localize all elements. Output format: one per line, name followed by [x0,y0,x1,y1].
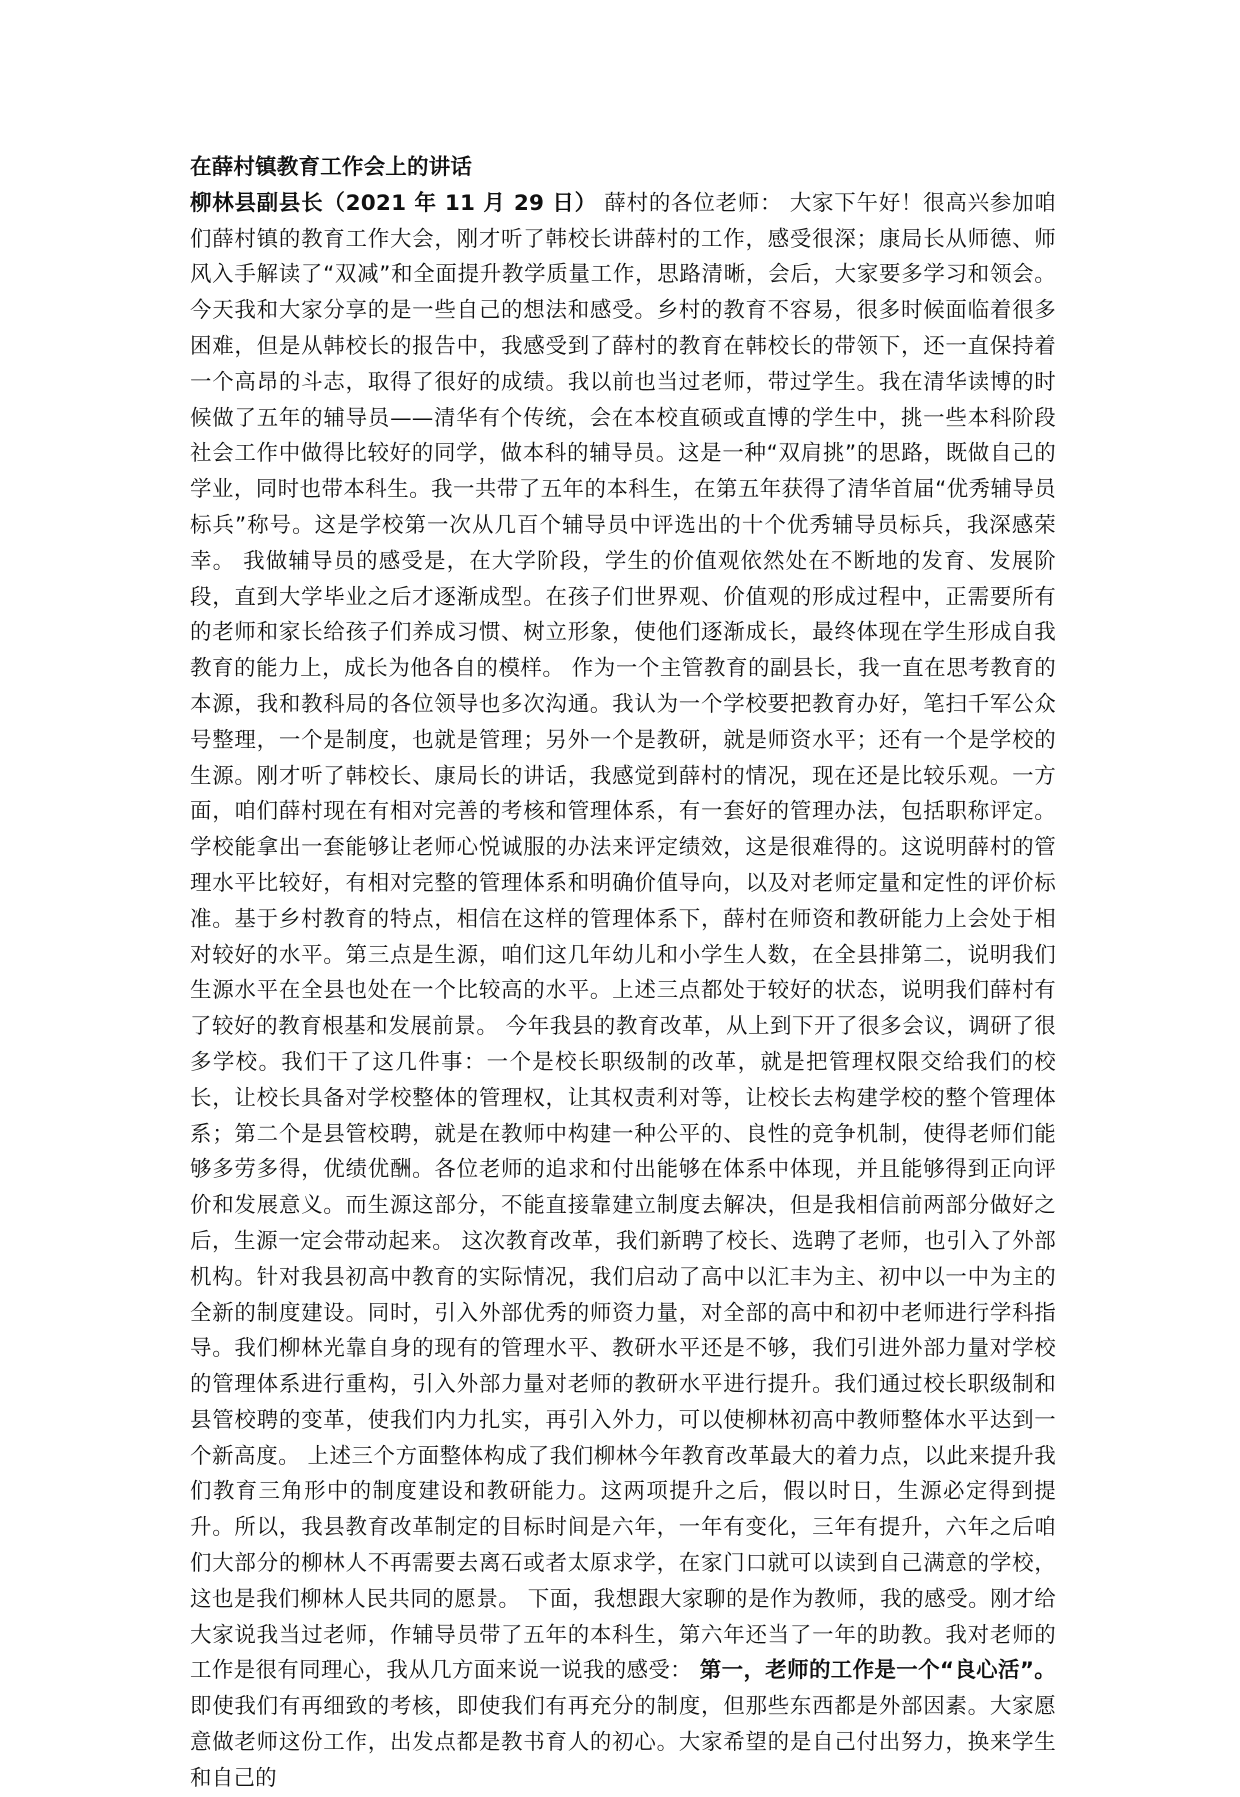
speech-paragraph [190,186,1056,1797]
document-title: 在薛村镇教育工作会上的讲话 [190,155,473,180]
document-body [190,150,1056,1797]
point-one-heading: 第一，老师的工作是一个“良心活”。 [692,1658,1056,1684]
speaker-line: 柳林县副县长（2021 年 11 月 29 日） [190,190,597,216]
speech-text-part-1: 薛村的各位老师： 大家下午好！很高兴参加咱们薛村镇的教育工作大会，刚才听了韩校长讲薛村的工作，感受很深；康局长从师德、师风入手解读了“双减”和全面提升教学质量工作，思路清晰，会后，大家要多学习和领会。 今天我和大家分享的是一些自己的想法和感受。乡村的教育不容易，很多时候面临着很多困难，但是从韩校长的报告中，我感受到了薛村的教育在韩校长的带领下，还一直保持着一个高昂的斗志，取得了很好的成绩。我以前也当过老师，带过学生。我在清华读博的时候做了五年的辅导员——清华有个传统，会在本校直硕或直博的学生中，挑一些本科阶段社会工作中做得比较好的同学，做本科的辅导员。这是一种“双肩挑”的思路，既做自己的学业，同时也带本科生。我一共带了五年的本科生，在第五年获得了清华首届“优秀辅导员标兵”称号。这是学校第一次从几百个辅导员中评选出的十个优秀辅导员标兵，我深感荣幸。 我做辅导员的感受是，在大学阶段，学生的价值观依然处在不断地的发育、发展阶段，直到大学毕业之后才逐渐成型。在孩子们世界观、价值观的形成过程中，正需要所有的老师和家长给孩子们养成习惯、树立形象，使他们逐渐成长，最终体现在学生形成自我教育的能力上，成长为他各自的模样。 作为一个主管教育的副县长，我一直在思考教育的本源，我和教科局的各位领导也多次沟通。我认为一个学校要把教育办好，笔扫千军公众号整理，一个是制度，也就是管理；另外一个是教研，就是师资水平；还有一个是学校的生源。刚才听了韩校长、康局长的讲话，我感觉到薛村的情况，现在还是比较乐观。一方面，咱们薛村现在有相对完善的考核和管理体系，有一套好的管理办法，包括职称评定。学校能拿出一套能够让老师心悦诚服的办法来评定绩效，这是很难得的。这说明薛村的管理水平比较好，有相对完整的管理体系和明确价值导向，以及对老师定量和定性的评价标准。基于乡村教育的特点，相信在这样的管理体系下，薛村在师资和教研能力上会处于相对较好的水平。第三点是生源，咱们这几年幼儿和小学生人数，在全县排第二，说明我们生源水平在全县也处在一个比较高的水平。上述三点都处于较好的状态，说明我们薛村有了较好的教育根基和发展前景。 今年我县的教育改革，从上到下开了很多会议，调研了很多学校。我们干了这几件事：一个是校长职级制的改革，就是把管理权限交给我们的校长，让校长具备对学校整体的管理权，让其权责利对等，让校长去构建学校的整个管理体系；第二个是县管校聘，就是在教师中构建一种公平的、良性的竞争机制，使得老师们能够多劳多得，优绩优酬。各位老师的追求和付出能够在体系中体现，并且能够得到正向评价和发展意义。而生源这部分，不能直接靠建立制度去解决，但是我相信前两部分做好之后，生源一定会带动起来。 这次教育改革，我们新聘了校长、选聘了老师，也引入了外部机构。针对我县初高中教育的实际情况，我们启动了高中以汇丰为主、初中以一中为主的全新的制度建设。同时，引入外部优秀的师资力量，对全部的高中和初中老师进行学科指导。我们柳林光靠自身的现有的管理水平、教研水平还是不够，我们引进外部力量对学校的管理体系进行重构，引入外部力量对老师的教研水平进行提升。我们通过校长职级制和县管校聘的变革，使我们内力扎实，再引入外力，可以使柳林初高中教师整体水平达到一个新高度。 上述三个方面整体构成了我们柳林今年教育改革最大的着力点，以此来提升我们教育三角形中的制度建设和教研能力。这两项提升之后，假以时日，生源必定得到提升。所以，我县教育改革制定的目标时间是六年，一年有变化，三年有提升，六年之后咱们大部分的柳林人不再需要去离石或者太原求学，在家门口就可以读到自己满意的学校，这也是我们柳林人民共同的愿景。 下面，我想跟大家聊的是作为教师，我的感受。刚才给大家说我当过老师，作辅导员带了五年的本科生，第六年还当了一年的助教。我对老师的工作是很有同理心，我从几方面来说一说我的感受： [190,190,1056,1684]
speech-text-part-2: 即使我们有再细致的考核，即使我们有再充分的制度，但那些东西都是外部因素。大家愿意做老师这份工作，出发点都是教书育人的初心。大家希望的是自己付出努力，换来学生和自己的 [190,1694,1056,1791]
